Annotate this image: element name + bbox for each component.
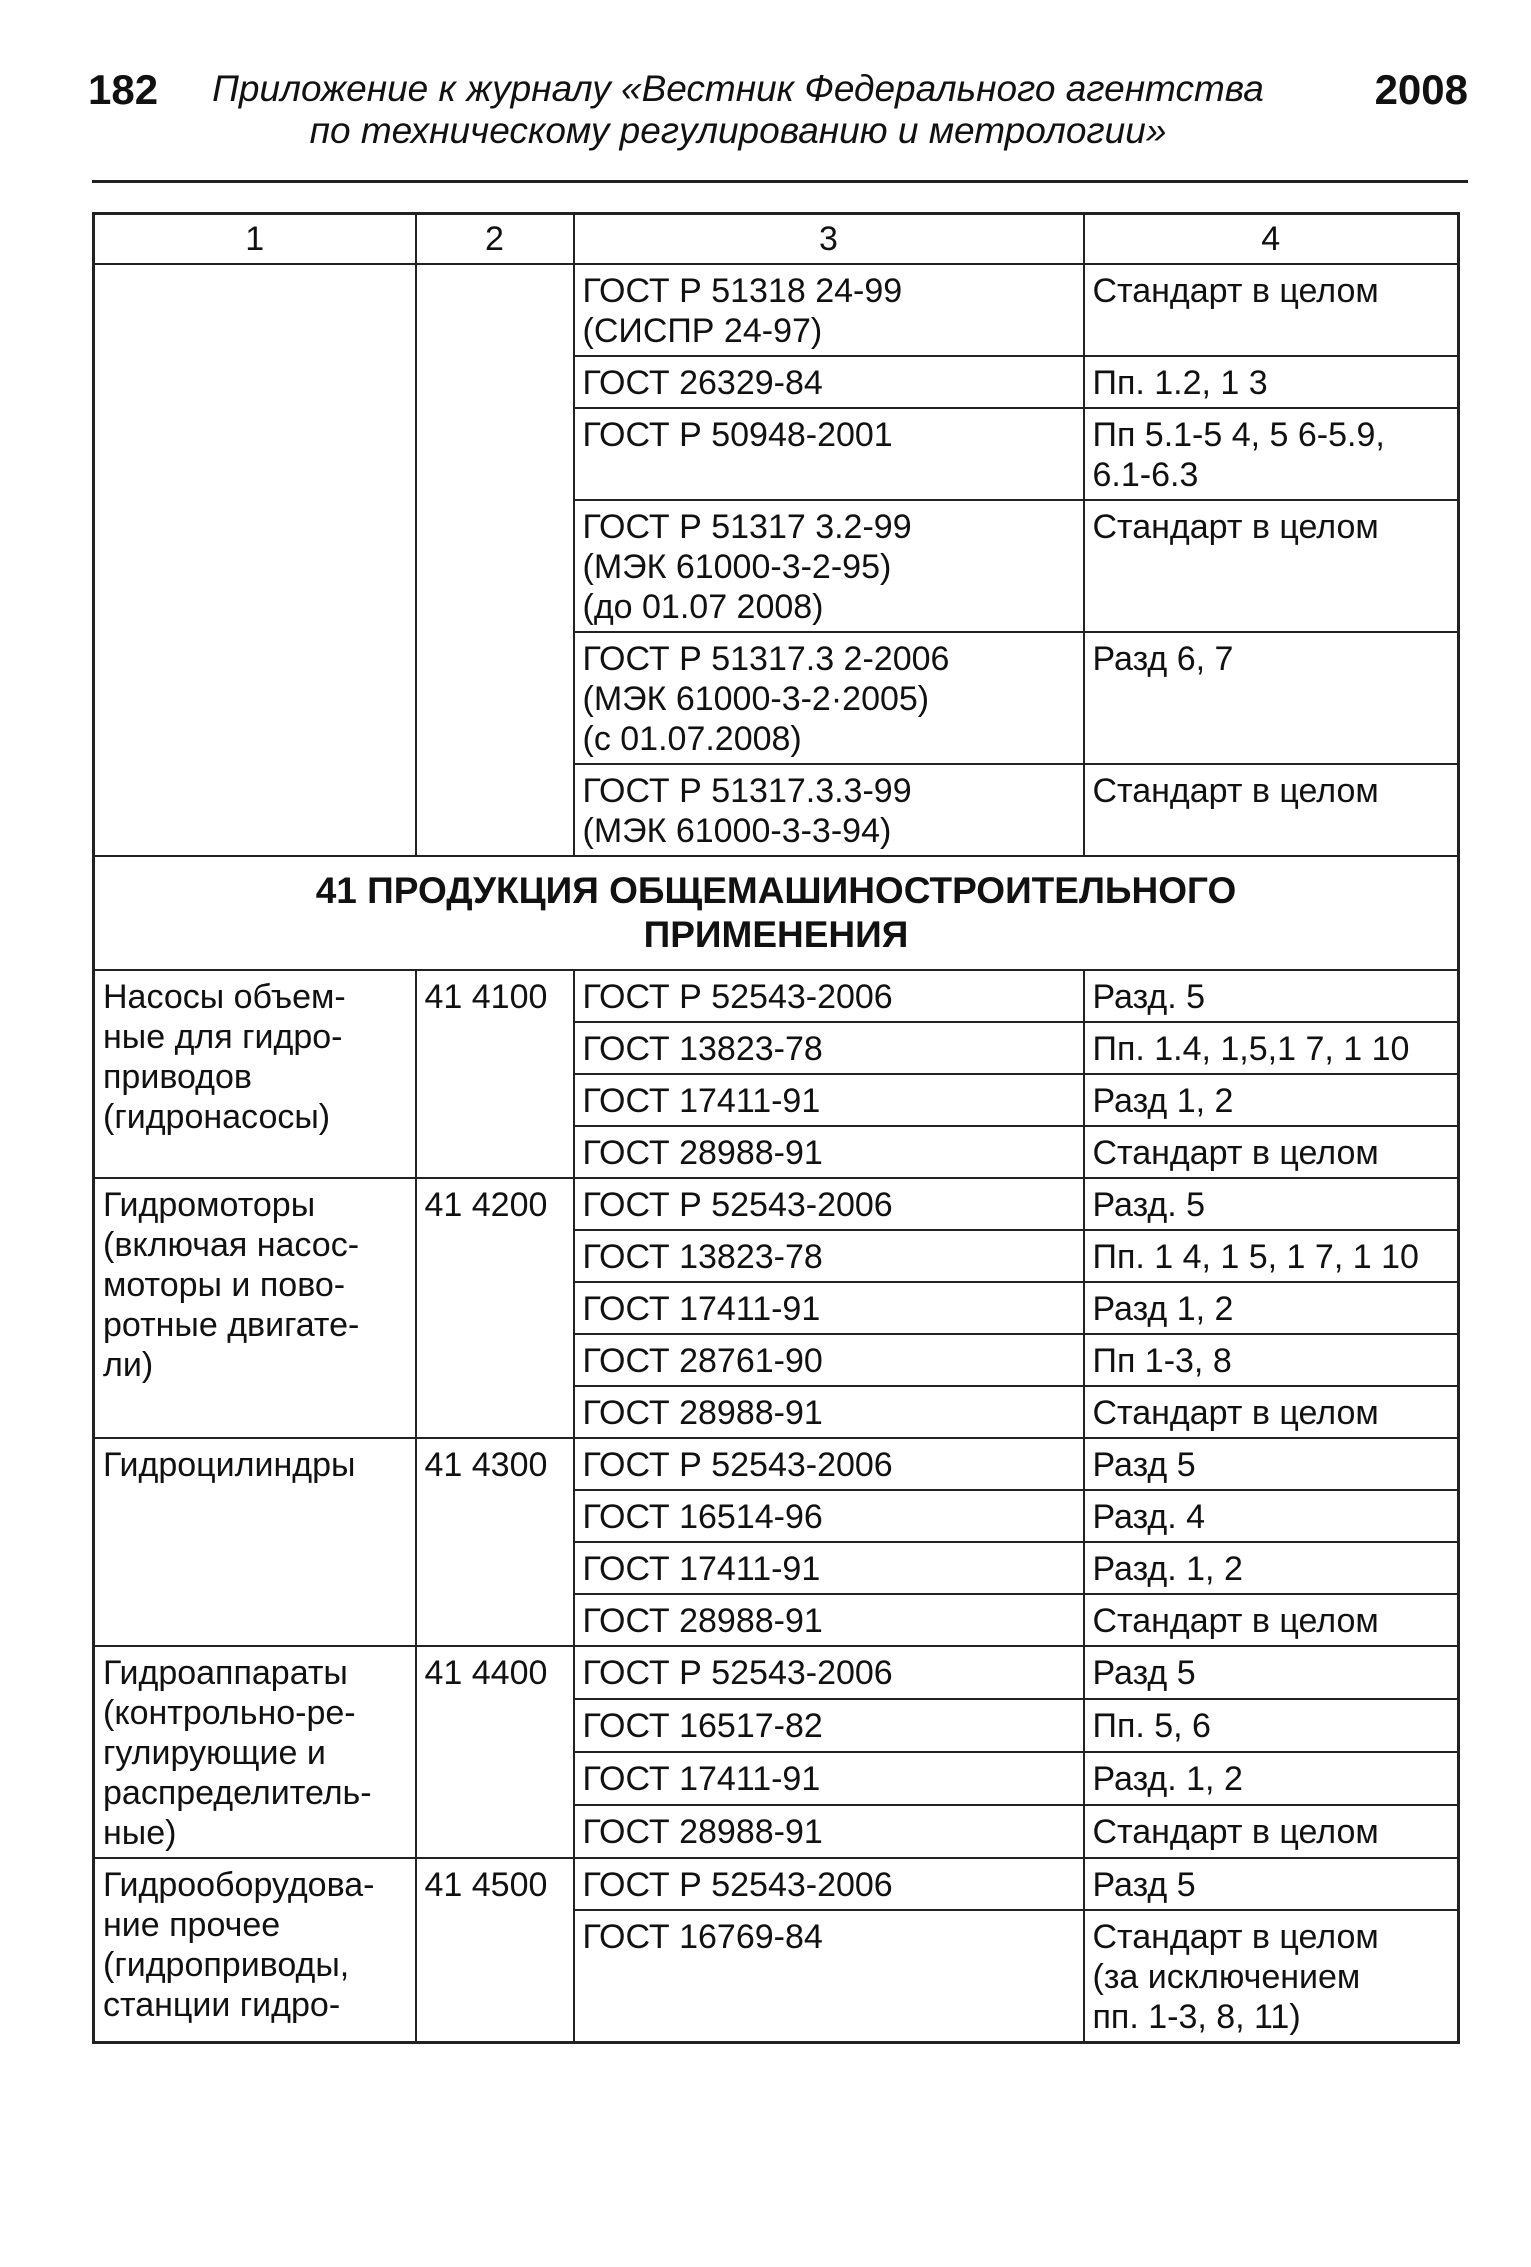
page-header (88, 66, 1468, 176)
section-heading-line: 41 ПРОДУКЦИЯ ОБЩЕМАШИНОСТРОИТЕЛЬНОГО (315, 870, 1237, 911)
product-name-line: Гидромоторы (103, 1186, 316, 1224)
product-name-line: (контрольно-ре- (103, 1694, 356, 1732)
scope-cell: Разд. 1, 2 (1084, 1542, 1459, 1594)
scope-cell: Разд. 5 (1084, 1178, 1459, 1230)
scope-cell (1084, 764, 1459, 856)
product-name-line: (гидронасосы) (103, 1098, 331, 1136)
scope-line: Пп. 1.2, 1 3 (1092, 364, 1268, 402)
standard-cell: ГОСТ Р 52543-2006 (574, 1438, 1084, 1490)
scope-cell: Разд 5 (1084, 1646, 1459, 1699)
okp-code-cell: 41 4400 (416, 1646, 574, 1858)
scope-cell: Стандарт в целом (1084, 1126, 1459, 1178)
standard-cell: ГОСТ 16514-96 (574, 1490, 1084, 1542)
scope-cell: Разд 5 (1084, 1858, 1459, 1910)
standards-table-body (94, 214, 1459, 2043)
product-name-line: приводов (103, 1058, 252, 1096)
scope-cell: Разд. 1, 2 (1084, 1752, 1459, 1805)
product-name-line: распределитель- (103, 1774, 372, 1812)
standard-cell: ГОСТ Р 52543-2006 (574, 1858, 1084, 1910)
standard-cell: ГОСТ 17411-91 (574, 1282, 1084, 1334)
product-name-line: (включая насос- (103, 1226, 360, 1264)
standard-cell: ГОСТ 17411-91 (574, 1074, 1084, 1126)
standard-line: ГОСТ Р 51318 24-99 (582, 272, 903, 310)
publication-year: 2008 (1374, 66, 1468, 113)
standard-cell: ГОСТ 17411-91 (574, 1542, 1084, 1594)
scope-cell: Стандарт в целом (1084, 1386, 1459, 1438)
column-number: 2 (416, 214, 574, 265)
standard-cell (574, 632, 1084, 764)
scope-line: Пп 5.1-5 4, 5 6-5.9, (1092, 416, 1385, 454)
table-row (94, 970, 1459, 1022)
product-name-cell (94, 264, 416, 856)
standard-line: (с 01.07.2008) (582, 720, 802, 758)
header-rule (92, 180, 1468, 183)
publication-title (183, 68, 1293, 152)
standard-cell: ГОСТ Р 52543-2006 (574, 970, 1084, 1022)
scope-cell: Стандарт в целом (1084, 1805, 1459, 1858)
standard-cell: ГОСТ 28988-91 (574, 1805, 1084, 1858)
product-name-line: ние прочее (103, 1906, 281, 1944)
scope-cell (1084, 500, 1459, 632)
scope-line: Разд 6, 7 (1092, 640, 1234, 678)
product-name-line: ли) (103, 1346, 154, 1384)
product-name-line: ные для гидро- (103, 1018, 343, 1056)
standard-cell (574, 764, 1084, 856)
standard-line: ГОСТ Р 50948-2001 (582, 416, 893, 454)
standard-line: (МЭК 61000-3-3-94) (582, 812, 892, 850)
table-row (94, 1438, 1459, 1490)
product-name-line: Гидроаппараты (103, 1654, 348, 1692)
standard-cell: ГОСТ 17411-91 (574, 1752, 1084, 1805)
okp-code-cell: 41 4500 (416, 1858, 574, 2043)
scope-cell: Пп. 1.4, 1,5,1 7, 1 10 (1084, 1022, 1459, 1074)
standard-line: (МЭК 61000-3-2-95) (582, 548, 892, 586)
publication-title-line-2: по техническому регулированию и метрологии» (309, 110, 1167, 151)
standard-line: ГОСТ Р 51317.3 2-2006 (582, 640, 950, 678)
scope-cell (1084, 632, 1459, 764)
standard-cell: ГОСТ 28988-91 (574, 1594, 1084, 1646)
scope-cell (1084, 264, 1459, 356)
scope-cell (1084, 356, 1459, 408)
product-name-cell (94, 1438, 416, 1646)
standard-cell (574, 408, 1084, 500)
scope-line: 6.1-6.3 (1092, 456, 1199, 494)
standard-line: (МЭК 61000-3-2·2005) (582, 680, 930, 718)
section-heading-line: ПРИМЕНЕНИЯ (643, 914, 909, 955)
standard-cell (574, 264, 1084, 356)
product-name-line: ротные двигате- (103, 1306, 360, 1344)
scope-cell: Стандарт в целом (1084, 1594, 1459, 1646)
standard-cell: ГОСТ 28761-90 (574, 1334, 1084, 1386)
standard-cell: ГОСТ Р 52543-2006 (574, 1178, 1084, 1230)
column-number: 4 (1084, 214, 1459, 265)
product-name-line: станции гидро- (103, 1986, 341, 2024)
standard-cell: ГОСТ Р 52543-2006 (574, 1646, 1084, 1699)
standard-line: ГОСТ Р 51317 3.2-99 (582, 508, 912, 546)
standard-cell (574, 500, 1084, 632)
product-name-line: ные) (103, 1814, 177, 1852)
scope-cell: Разд 5 (1084, 1438, 1459, 1490)
scope-cell: Разд 1, 2 (1084, 1282, 1459, 1334)
page-number: 182 (88, 66, 159, 113)
section-row (94, 856, 1459, 970)
product-name-line: (гидроприводы, (103, 1946, 350, 1984)
okp-code-cell: 41 4100 (416, 970, 574, 1178)
table-row (94, 1646, 1459, 1699)
product-name-line: Гидроцилиндры (103, 1446, 356, 1484)
table-row (94, 1178, 1459, 1230)
standard-cell: ГОСТ 28988-91 (574, 1386, 1084, 1438)
scope-cell: Разд. 4 (1084, 1490, 1459, 1542)
table-row (94, 264, 1459, 356)
scope-line: Стандарт в целом (1092, 772, 1379, 810)
scope-cell: Пп. 5, 6 (1084, 1699, 1459, 1752)
standard-line: ГОСТ Р 51317.3.3-99 (582, 772, 912, 810)
scope-line: Стандарт в целом (1092, 272, 1379, 310)
okp-code-cell (416, 264, 574, 856)
product-name-line: гулирующие и (103, 1734, 326, 1772)
standard-line: (до 01.07 2008) (582, 588, 824, 626)
column-number: 3 (574, 214, 1084, 265)
product-name-cell (94, 1178, 416, 1438)
scope-cell (1084, 408, 1459, 500)
scope-cell: Разд 1, 2 (1084, 1074, 1459, 1126)
scope-cell: Разд. 5 (1084, 970, 1459, 1022)
product-name-cell (94, 1858, 416, 2043)
publication-title-line-1: Приложение к журналу «Вестник Федерального агентства (212, 68, 1264, 109)
standard-cell: ГОСТ 16517-82 (574, 1699, 1084, 1752)
scope-line: Стандарт в целом (1092, 508, 1379, 546)
standard-cell (574, 356, 1084, 408)
table-row (94, 1858, 1459, 1910)
product-name-line: моторы и пово- (103, 1266, 346, 1304)
standard-line: (СИСПР 24-97) (582, 312, 823, 350)
okp-code-cell: 41 4300 (416, 1438, 574, 1646)
column-number-row (94, 214, 1459, 265)
standard-cell: ГОСТ 16769-84 (574, 1910, 1084, 2043)
scope-cell: Пп. 1 4, 1 5, 1 7, 1 10 (1084, 1230, 1459, 1282)
section-heading (94, 856, 1459, 970)
standard-line: ГОСТ 26329-84 (582, 364, 823, 402)
product-name-cell (94, 1646, 416, 1858)
standard-cell: ГОСТ 28988-91 (574, 1126, 1084, 1178)
scope-cell: Пп 1-3, 8 (1084, 1334, 1459, 1386)
okp-code-cell: 41 4200 (416, 1178, 574, 1438)
product-name-line: Гидрооборудова- (103, 1866, 375, 1904)
product-name-cell (94, 970, 416, 1178)
standard-cell: ГОСТ 13823-78 (574, 1022, 1084, 1074)
column-number: 1 (94, 214, 416, 265)
standards-table (92, 212, 1460, 2044)
scope-cell: Стандарт в целом (за исключением пп. 1-3, 8, 11) (1084, 1910, 1459, 2043)
product-name-line: Насосы объем- (103, 978, 346, 1016)
standard-cell: ГОСТ 13823-78 (574, 1230, 1084, 1282)
